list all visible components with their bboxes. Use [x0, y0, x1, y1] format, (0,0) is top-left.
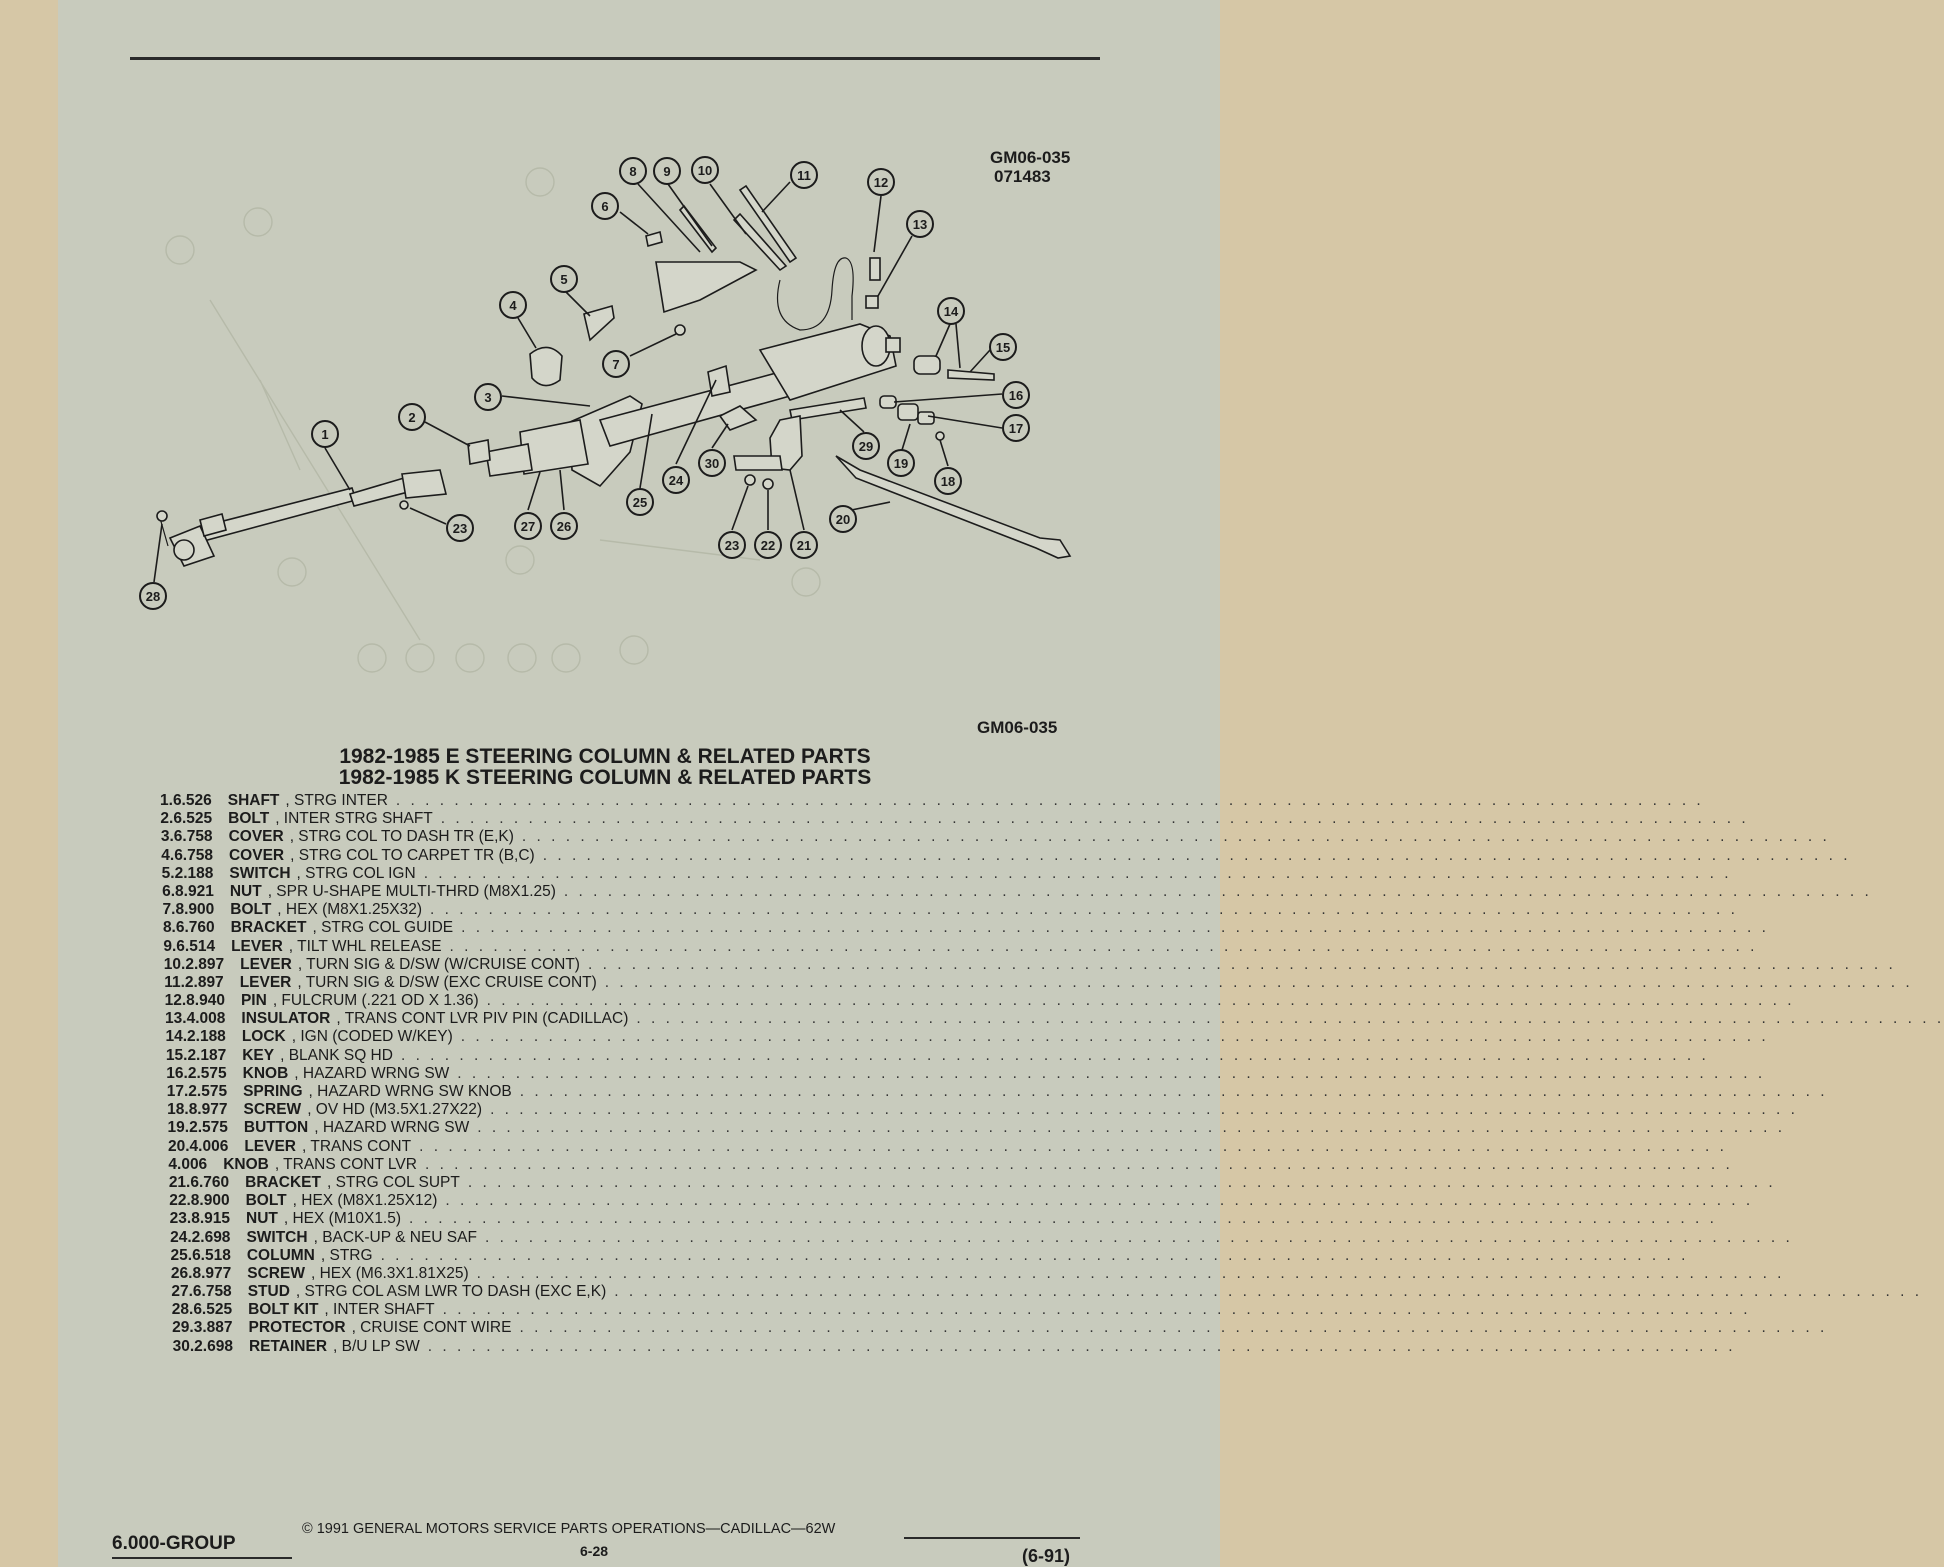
leader-dots: . . . . . . . . . . . . . . . . . . . . . . . . . . . . . . . . . . . . . . . . . . . . . . . . . . . . . . . . . . . . . . . . . . . . . . . . . . . . . . . . . . . . . . . . . .	[430, 901, 1738, 919]
group-number: 8.900	[175, 901, 215, 919]
copyright-notice: © 1991 GENERAL MOTORS SERVICE PARTS OPERATIONS—CADILLAC—62W	[302, 1521, 836, 1537]
parts-list-row	[160, 1064, 1766, 1083]
group-number: 6.525	[173, 810, 213, 828]
callout-label: 10	[697, 163, 713, 178]
leader-dots: . . . . . . . . . . . . . . . . . . . . . . . . . . . . . . . . . . . . . . . . . . . . . . . . . . . . . . . . . . . . . . . . . . . . . . . . . . . . . . . . . . . . . . . . . .	[587, 955, 1896, 973]
parts-list-row	[160, 1155, 1733, 1174]
part-description: , TRANS CONT LVR	[274, 1155, 417, 1173]
leader-dots: . . . . . . . . . . . . . . . . . . . . . . . . . . . . . . . . . . . . . . . . . . . . . . . . . . . . . . . . . . . . . . . . . . . . . . . . . . . . . . . . . . . . . . . . . .	[380, 1246, 1689, 1264]
part-description: , TRANS CONT LVR PIV PIN (CADILLAC)	[336, 1010, 629, 1028]
callout-label: 12	[873, 175, 889, 190]
part-description: , HEX (M8X1.25X12)	[292, 1192, 438, 1210]
part-number: 1.	[160, 792, 173, 809]
part-name: NUT	[246, 1210, 278, 1228]
part-description: , OV HD (M3.5X1.27X22)	[307, 1101, 483, 1119]
part-name: BOLT	[230, 901, 272, 919]
parts-list-row	[160, 792, 1704, 810]
group-number: 2.575	[187, 1064, 227, 1082]
callout-8	[620, 158, 646, 184]
part-name: LOCK	[241, 1028, 286, 1046]
part-number: 23.	[169, 1210, 192, 1228]
part-description: , TRANS CONT	[302, 1137, 412, 1155]
callout-29	[853, 433, 879, 459]
small-parts-drawing	[400, 186, 1070, 558]
callout-label: 23	[724, 538, 740, 553]
leader-dots: . . . . . . . . . . . . . . . . . . . . . . . . . . . . . . . . . . . . . . . . . . . . . . . . . . . . . . . . . . . . . . . . . . . . . . . . . . . . . . . . . . . . . . . . . .	[477, 1119, 1786, 1137]
part-description: , STRG COL ASM LWR TO DASH (EXC E,K)	[295, 1283, 607, 1301]
leader-dots: . . . . . . . . . . . . . . . . . . . . . . . . . . . . . . . . . . . . . . . . . . . . . . . . . . . . . . . . . . . . . . . . . . . . . . . . . . . . . . . . . . . . . . . . . .	[423, 864, 1732, 882]
callout-18	[935, 468, 961, 494]
part-number: 28.	[171, 1301, 194, 1319]
parts-list	[160, 792, 1944, 1356]
part-number: 4.	[161, 846, 175, 864]
part-description: , HAZARD WRNG SW	[314, 1119, 470, 1137]
part-number: 30.	[172, 1337, 195, 1355]
parts-list-row	[160, 1010, 1944, 1028]
part-name: BRACKET	[230, 919, 307, 937]
callout-30	[699, 450, 725, 476]
part-name: SHAFT	[227, 792, 280, 809]
part-description: , TURN SIG & D/SW (EXC CRUISE CONT)	[297, 973, 597, 991]
callout-10	[692, 157, 718, 183]
callout-2	[399, 404, 425, 430]
part-number: 26.	[170, 1264, 193, 1282]
group-number: 2.897	[185, 955, 225, 973]
parts-list-titles	[250, 746, 960, 788]
callout-15	[990, 334, 1016, 360]
callout-label: 25	[632, 495, 648, 510]
part-description: , STRG COL TO CARPET TR (B,C)	[290, 846, 535, 864]
group-number: 2.187	[187, 1046, 227, 1064]
callout-label: 30	[704, 456, 720, 471]
part-number: 17.	[166, 1083, 189, 1100]
callout-9	[654, 158, 680, 184]
group-number: 2.575	[188, 1083, 228, 1100]
callout-label: 24	[668, 473, 684, 488]
callout-12	[868, 169, 894, 195]
callout-label: 4	[509, 298, 517, 313]
callout-25	[627, 489, 653, 515]
group-number: 2.188	[187, 1028, 226, 1046]
callout-5	[551, 266, 577, 292]
leader-dots: . . . . . . . . . . . . . . . . . . . . . . . . . . . . . . . . . . . . . . . . . . . . . . . . . . . . . . . . . . . . . . . . . . . . . . . . . . . . . . . . . . . . . . . . . .	[519, 1083, 1828, 1100]
part-name: BOLT	[228, 810, 270, 828]
part-description: , STRG INTER	[285, 792, 388, 809]
part-number: 27.	[171, 1283, 193, 1301]
parts-list-row	[160, 1028, 1769, 1046]
part-name: BOLT	[245, 1192, 287, 1210]
part-number: 18.	[167, 1101, 189, 1119]
callout-label: 13	[912, 217, 928, 232]
page-number: 6-28	[580, 1543, 609, 1559]
group-number: 6.760	[190, 1173, 230, 1191]
callout-23-shaft	[447, 515, 473, 541]
parts-list-row	[160, 864, 1732, 883]
part-number: 10.	[163, 955, 186, 973]
part-number: 11.	[164, 973, 185, 991]
callout-22	[755, 532, 781, 558]
callout-label: 14	[943, 304, 959, 319]
callout-label: 15	[995, 340, 1011, 355]
part-name: LEVER	[244, 1137, 297, 1155]
group-number: 4.006	[168, 1155, 208, 1173]
title-e-column: 1982-1985 E STEERING COLUMN & RELATED PARTS	[339, 745, 871, 768]
callout-6	[592, 193, 618, 219]
parts-list-row	[160, 937, 1758, 956]
parts-list-row	[160, 828, 1830, 846]
callout-7	[603, 351, 629, 377]
callout-label: 20	[835, 512, 851, 527]
callout-11	[791, 162, 817, 188]
leader-dots: . . . . . . . . . . . . . . . . . . . . . . . . . . . . . . . . . . . . . . . . . . . . . . . . . . . . . . . . . . . . . . . . . . . . . . . . . . . . . . . . . . . . . . . . . .	[457, 1064, 1766, 1082]
leader-dots: . . . . . . . . . . . . . . . . . . . . . . . . . . . . . . . . . . . . . . . . . . . . . . . . . . . . . . . . . . . . . . . . . . . . . . . . . . . . . . . . . . . . . . . . . .	[440, 810, 1749, 828]
callout-21	[791, 532, 817, 558]
leader-dots: . . . . . . . . . . . . . . . . . . . . . . . . . . . . . . . . . . . . . . . . . . . . . . . . . . . . . . . . . . . . . . . . . . . . . . . . . . . . . . . . . . . . . . . . . .	[467, 1173, 1776, 1191]
part-name: SCREW	[247, 1264, 305, 1282]
group-number: 4.008	[186, 1010, 226, 1028]
leader-dots: . . . . . . . . . . . . . . . . . . . . . . . . . . . . . . . . . . . . . . . . . . . . . . . . . . . . . . . . . . . . . . . . . . . . . . . . . . . . . . . . . . . . . . . . . .	[484, 1228, 1793, 1246]
part-description: , CRUISE CONT WIRE	[351, 1319, 512, 1337]
part-description: , INTER STRG SHAFT	[275, 810, 433, 828]
part-description: , HAZARD WRNG SW	[294, 1064, 450, 1082]
callout-14	[938, 298, 964, 324]
group-number: 2.897	[184, 973, 224, 991]
leader-dots: . . . . . . . . . . . . . . . . . . . . . . . . . . . . . . . . . . . . . . . . . . . . . . . . . . . . . . . . . . . . . . . . . . . . . . . . . . . . . . . . . . . . . . . . . .	[604, 973, 1913, 991]
callout-label: 1	[321, 427, 329, 442]
callout-label: 19	[893, 456, 909, 471]
callout-20	[830, 506, 856, 532]
callout-label: 3	[484, 390, 492, 405]
part-name: STUD	[247, 1283, 290, 1301]
callout-label: 28	[145, 589, 161, 604]
parts-list-row	[160, 1173, 1776, 1192]
group-number: 8.900	[190, 1192, 230, 1210]
callout-label: 27	[520, 519, 536, 534]
parts-list-row	[160, 955, 1896, 974]
part-number: 29.	[172, 1319, 194, 1337]
part-name: BUTTON	[243, 1119, 309, 1137]
group-number: 6.760	[175, 919, 215, 937]
part-description: , STRG COL GUIDE	[312, 919, 454, 937]
part-number: 25.	[170, 1246, 193, 1264]
part-number: 12.	[164, 992, 187, 1010]
part-number: 13.	[165, 1010, 187, 1028]
group-number: 6.758	[173, 828, 213, 846]
leader-dots: . . . . . . . . . . . . . . . . . . . . . . . . . . . . . . . . . . . . . . . . . . . . . . . . . . . . . . . . . . . . . . . . . . . . . . . . . . . . . . . . . . . . . . . . . .	[490, 1101, 1798, 1119]
callout-label: 2	[408, 410, 416, 425]
parts-list-row	[160, 1301, 1751, 1319]
leader-dots: . . . . . . . . . . . . . . . . . . . . . . . . . . . . . . . . . . . . . . . . . . . . . . . . . . . . . . . . . . . . . . . . . . . . . . . . . . . . . . . . . . . . . . . . . .	[519, 1319, 1828, 1337]
figure-code: GM06-035	[990, 148, 1071, 167]
parts-list-row	[160, 1210, 1717, 1228]
callout-23-bracket	[719, 532, 745, 558]
part-number: 16.	[166, 1064, 188, 1082]
part-description: , SPR U-SHAPE MULTI-THRD (M8X1.25)	[267, 882, 556, 900]
callout-4	[500, 292, 526, 318]
callout-17	[1003, 415, 1029, 441]
part-description: , TILT WHL RELEASE	[288, 937, 442, 955]
part-number: 3.	[160, 828, 174, 846]
group-number: 4.006	[189, 1137, 229, 1155]
callout-label: 26	[556, 519, 572, 534]
leader-dots: . . . . . . . . . . . . . . . . . . . . . . . . . . . . . . . . . . . . . . . . . . . . . . . . . . . . . . . . . . . . . . . . . . . . . . . . . . . . . . . . . . . . . . . . . .	[427, 1337, 1736, 1355]
part-description: , STRG COL IGN	[296, 864, 416, 882]
part-name: LEVER	[240, 955, 292, 973]
figure-code-bottom: GM06-035	[977, 718, 1058, 737]
part-description: , INTER SHAFT	[324, 1301, 435, 1319]
parts-list-row	[160, 919, 1769, 937]
group-number: 8.940	[186, 992, 225, 1010]
part-name: BOLT KIT	[248, 1301, 319, 1319]
exploded-parts-diagram	[0, 0, 1275, 700]
part-number: 9.	[163, 937, 177, 955]
leader-dots: . . . . . . . . . . . . . . . . . . . . . . . . . . . . . . . . . . . . . . . . . . . . . . . . . . . . . . . . . . . . . . . . . . . . . . . . . . . . . . . . . . . . . . . . . .	[400, 1046, 1709, 1064]
callout-label: 17	[1008, 421, 1024, 436]
callout-19	[888, 450, 914, 476]
part-description: , BLANK SQ HD	[280, 1046, 393, 1064]
leader-dots: . . . . . . . . . . . . . . . . . . . . . . . . . . . . . . . . . . . . . . . . . . . . . . . . . . . . . . . . . . . . . . . . . . . . . . . . . . . . . . . . . . . . . . . . . .	[461, 919, 1769, 937]
group-number: 8.921	[175, 882, 214, 900]
part-description: , HEX (M6.3X1.81X25)	[310, 1264, 469, 1282]
parts-list-row	[160, 1101, 1798, 1119]
part-description: , BACK-UP & NEU SAF	[313, 1228, 477, 1246]
leader-dots: . . . . . . . . . . . . . . . . . . . . . . . . . . . . . . . . . . . . . . . . . . . . . . . . . . . . . . . . . . . . . . . . . . . . . . . . . . . . . . . . . . . . . . . . . .	[636, 1010, 1944, 1028]
callout-label: 6	[601, 199, 609, 214]
leader-dots: . . . . . . . . . . . . . . . . . . . . . . . . . . . . . . . . . . . . . . . . . . . . . . . . . . . . . . . . . . . . . . . . . . . . . . . . . . . . . . . . . . . . . . . . . .	[442, 1301, 1751, 1319]
leader-dots: . . . . . . . . . . . . . . . . . . . . . . . . . . . . . . . . . . . . . . . . . . . . . . . . . . . . . . . . . . . . . . . . . . . . . . . . . . . . . . . . . . . . . . . . . .	[460, 1028, 1769, 1046]
callout-1	[312, 421, 338, 447]
callout-label: 22	[760, 538, 776, 553]
steering-column-drawing	[600, 324, 900, 446]
parts-list-row	[160, 1137, 1727, 1156]
group-number: 2.698	[191, 1228, 231, 1246]
part-number: 20.	[167, 1137, 190, 1155]
group-number: 2.698	[194, 1337, 233, 1355]
part-description: , STRG COL SUPT	[326, 1173, 460, 1191]
part-name: COVER	[228, 846, 285, 864]
part-number: 21.	[168, 1173, 191, 1191]
part-name: NUT	[229, 882, 262, 900]
group-number: 2.188	[174, 864, 214, 882]
leader-dots: . . . . . . . . . . . . . . . . . . . . . . . . . . . . . . . . . . . . . . . . . . . . . . . . . . . . . . . . . . . . . . . . . . . . . . . . . . . . . . . . . . . . . . . . . .	[419, 1137, 1727, 1155]
parts-list-row	[160, 1046, 1709, 1065]
callout-16	[1003, 382, 1029, 408]
part-name: SCREW	[243, 1101, 302, 1119]
part-number: 2.	[160, 810, 174, 828]
group-number: 3.887	[193, 1319, 233, 1337]
part-number: 22.	[169, 1192, 191, 1210]
callout-label: 7	[612, 357, 620, 372]
parts-list-row	[160, 1228, 1793, 1247]
part-name: COLUMN	[246, 1246, 315, 1264]
title-k-column: 1982-1985 K STEERING COLUMN & RELATED PARTS	[338, 766, 872, 789]
part-description: , TURN SIG & D/SW (W/CRUISE CONT)	[297, 955, 580, 973]
part-number: 5.	[161, 864, 175, 882]
part-description: , FULCRUM (.221 OD X 1.36)	[272, 992, 479, 1010]
leader-lines	[154, 182, 1002, 582]
part-name: KEY	[242, 1046, 275, 1064]
part-number: 15.	[165, 1046, 188, 1064]
group-number: 6.758	[174, 846, 213, 864]
group-number: 8.977	[188, 1101, 228, 1119]
parts-list-row	[160, 992, 1795, 1010]
parts-list-row	[160, 1319, 1828, 1337]
part-number: 8.	[162, 919, 176, 937]
group-number: 8.915	[191, 1210, 231, 1228]
part-name: PIN	[240, 992, 267, 1010]
leader-dots: . . . . . . . . . . . . . . . . . . . . . . . . . . . . . . . . . . . . . . . . . . . . . . . . . . . . . . . . . . . . . . . . . . . . . . . . . . . . . . . . . . . . . . . . . .	[395, 792, 1704, 809]
parts-list-row	[160, 1119, 1786, 1137]
parts-list-row	[160, 846, 1851, 865]
callout-28	[140, 583, 166, 609]
leader-dots: . . . . . . . . . . . . . . . . . . . . . . . . . . . . . . . . . . . . . . . . . . . . . . . . . . . . . . . . . . . . . . . . . . . . . . . . . . . . . . . . . . . . . . . . . .	[486, 992, 1795, 1010]
part-number: 7.	[162, 901, 176, 919]
callout-label: 5	[560, 272, 568, 287]
leader-dots: . . . . . . . . . . . . . . . . . . . . . . . . . . . . . . . . . . . . . . . . . . . . . . . . . . . . . . . . . . . . . . . . . . . . . . . . . . . . . . . . . . . . . . . . . .	[563, 882, 1872, 900]
part-description: , HEX (M10X1.5)	[283, 1210, 402, 1228]
parts-list-row	[160, 882, 1872, 901]
part-name: RETAINER	[248, 1337, 328, 1355]
part-name: SWITCH	[246, 1228, 308, 1246]
part-description: , STRG	[320, 1246, 373, 1264]
callout-label: 18	[940, 474, 956, 489]
callout-label: 16	[1008, 388, 1024, 403]
callout-27	[515, 513, 541, 539]
part-description: , HEX (M8X1.25X32)	[277, 901, 423, 919]
group-number: 8.977	[192, 1264, 232, 1282]
parts-list-row	[160, 1192, 1754, 1210]
part-name: BRACKET	[245, 1173, 321, 1191]
callout-13	[907, 211, 933, 237]
callout-label: 29	[858, 439, 874, 454]
group-number: 6.758	[192, 1283, 232, 1301]
callout-label: 21	[796, 538, 812, 553]
group-number: 6.525	[193, 1301, 233, 1319]
figure-date-code: 071483	[994, 167, 1051, 186]
callout-label: 23	[452, 521, 468, 536]
group-label: 6.000-GROUP	[112, 1533, 236, 1554]
leader-dots: . . . . . . . . . . . . . . . . . . . . . . . . . . . . . . . . . . . . . . . . . . . . . . . . . . . . . . . . . . . . . . . . . . . . . . . . . . . . . . . . . . . . . . . . . .	[449, 937, 1758, 955]
leader-dots: . . . . . . . . . . . . . . . . . . . . . . . . . . . . . . . . . . . . . . . . . . . . . . . . . . . . . . . . . . . . . . . . . . . . . . . . . . . . . . . . . . . . . . . . . .	[445, 1192, 1754, 1210]
part-description: , STRG COL TO DASH TR (E,K)	[289, 828, 514, 846]
part-name: SWITCH	[229, 864, 291, 882]
part-name: INSULATOR	[241, 1010, 331, 1028]
part-name: LEVER	[231, 937, 283, 955]
part-name: PROTECTOR	[248, 1319, 346, 1337]
part-description: , IGN (CODED W/KEY)	[291, 1028, 453, 1046]
parts-list-row	[160, 901, 1738, 919]
callout-26	[551, 513, 577, 539]
parts-list-row	[160, 1264, 1785, 1283]
parts-list-row	[160, 1083, 1828, 1101]
parts-list-row	[160, 973, 1913, 992]
callout-label: 9	[663, 164, 671, 179]
part-number: 6.	[162, 882, 176, 900]
parts-list-row	[160, 1246, 1689, 1265]
part-number: 19.	[167, 1119, 190, 1137]
part-name: COVER	[228, 828, 284, 846]
part-name: KNOB	[223, 1155, 269, 1173]
group-number: 2.575	[189, 1119, 228, 1137]
revision-date: (6-91)	[1022, 1546, 1071, 1566]
parts-list-row	[160, 810, 1749, 828]
leader-dots: . . . . . . . . . . . . . . . . . . . . . . . . . . . . . . . . . . . . . . . . . . . . . . . . . . . . . . . . . . . . . . . . . . . . . . . . . . . . . . . . . . . . . . . . . .	[424, 1155, 1733, 1173]
part-number: 24.	[170, 1228, 192, 1246]
part-description: , HAZARD WRNG SW KNOB	[308, 1083, 512, 1100]
leader-dots: . . . . . . . . . . . . . . . . . . . . . . . . . . . . . . . . . . . . . . . . . . . . . . . . . . . . . . . . . . . . . . . . . . . . . . . . . . . . . . . . . . . . . . . . . .	[409, 1210, 1717, 1228]
part-description: , B/U LP SW	[333, 1337, 420, 1355]
part-number: 14.	[165, 1028, 188, 1046]
leader-dots: . . . . . . . . . . . . . . . . . . . . . . . . . . . . . . . . . . . . . . . . . . . . . . . . . . . . . . . . . . . . . . . . . . . . . . . . . . . . . . . . . . . . . . . . . .	[542, 846, 1851, 864]
leader-dots: . . . . . . . . . . . . . . . . . . . . . . . . . . . . . . . . . . . . . . . . . . . . . . . . . . . . . . . . . . . . . . . . . . . . . . . . . . . . . . . . . . . . . . . . . .	[476, 1264, 1785, 1282]
callout-label: 8	[629, 164, 637, 179]
part-name: SPRING	[243, 1083, 303, 1100]
callout-3	[475, 384, 501, 410]
group-number: 6.526	[172, 792, 212, 809]
part-name: KNOB	[242, 1064, 289, 1082]
callout-label: 11	[797, 168, 811, 183]
callout-24	[663, 467, 689, 493]
part-name: LEVER	[239, 973, 292, 991]
footer-rule-right	[904, 1537, 1080, 1539]
parts-list-row	[160, 1283, 1923, 1301]
footer-rule-left	[112, 1557, 292, 1559]
intermediate-shaft-drawing	[157, 470, 446, 566]
group-number: 6.514	[176, 937, 216, 955]
leader-dots: . . . . . . . . . . . . . . . . . . . . . . . . . . . . . . . . . . . . . . . . . . . . . . . . . . . . . . . . . . . . . . . . . . . . . . . . . . . . . . . . . . . . . . . . . .	[614, 1283, 1923, 1301]
leader-dots: . . . . . . . . . . . . . . . . . . . . . . . . . . . . . . . . . . . . . . . . . . . . . . . . . . . . . . . . . . . . . . . . . . . . . . . . . . . . . . . . . . . . . . . . . .	[521, 828, 1830, 846]
group-number: 6.518	[192, 1246, 231, 1264]
parts-list-row	[160, 1337, 1736, 1356]
